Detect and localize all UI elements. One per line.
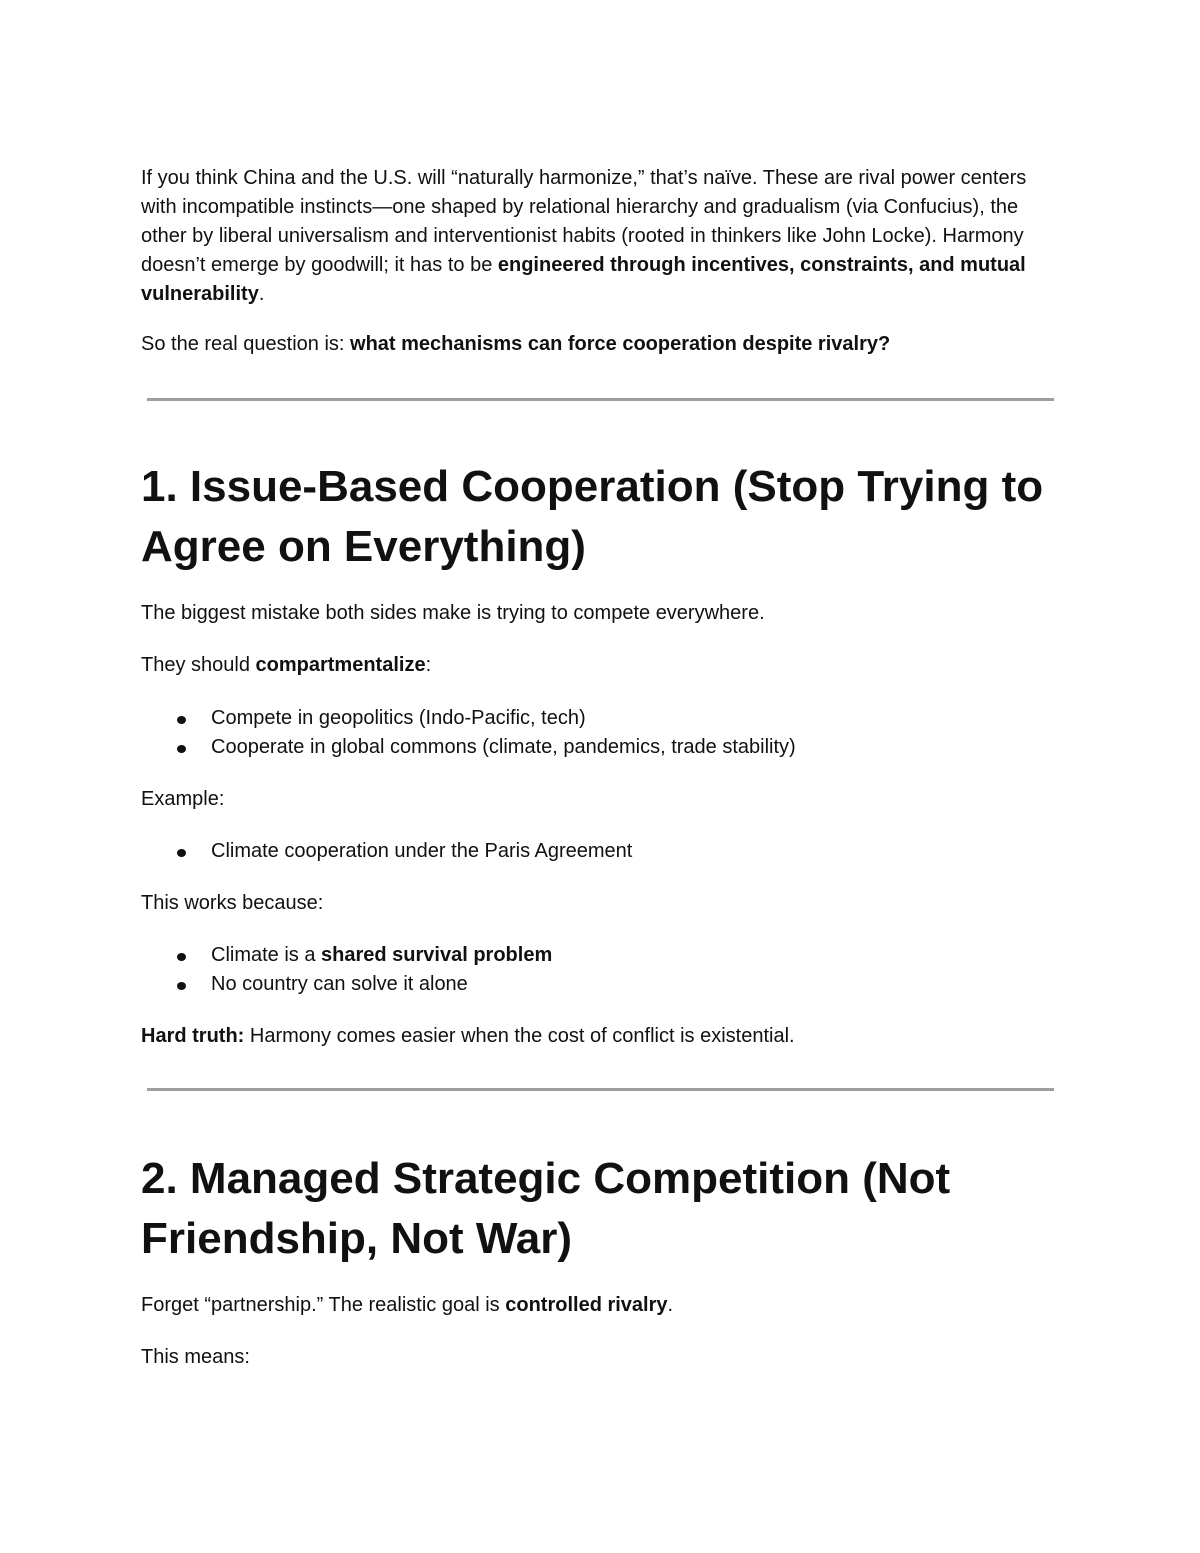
example-label: Example:: [141, 788, 225, 810]
section2-intro-bold: controlled rivalry: [505, 1294, 668, 1316]
list-item: [141, 970, 552, 999]
intro-text: If you think China and the U.S. will “naturally harmonize,” that’s naïve. These are rival power centers with incompatible instincts—one shaped by relational hierarchy and gradualism (via Confucius), the other by liberal universalism and interventionist habits (rooted in thinkers like John Locke). Harmony doesn’t emerge by goodwill; it has to be: [141, 167, 1027, 276]
list-item: [141, 733, 796, 762]
list-item: [141, 837, 632, 866]
intro-paragraph: [141, 164, 1041, 309]
compartmentalize-suffix: :: [425, 654, 432, 676]
this-means-label: This means:: [141, 1346, 250, 1368]
horizontal-divider: [147, 398, 1054, 401]
list-item-text: Compete in geopolitics (Indo-Pacific, tech): [211, 707, 586, 729]
compartmentalize-prefix: They should: [141, 654, 256, 676]
reasons-list: [141, 941, 552, 999]
list-item-text: No country can solve it alone: [211, 973, 468, 995]
list-item: [141, 704, 796, 733]
list-item-prefix: Climate is a: [211, 944, 322, 966]
hard-truth-text: Harmony comes easier when the cost of conflict is existential.: [244, 1025, 795, 1047]
hard-truth-paragraph: [141, 1022, 795, 1051]
question-paragraph: [141, 330, 890, 359]
list-item-text: Climate cooperation under the Paris Agreement: [211, 840, 633, 862]
bullet-icon: [177, 849, 186, 857]
compartmentalize-bold: compartmentalize: [255, 654, 426, 676]
section2-intro: [141, 1291, 673, 1320]
section2-intro-prefix: Forget “partnership.” The realistic goal is: [141, 1294, 506, 1316]
section2-intro-suffix: .: [667, 1294, 674, 1316]
example-list: [141, 837, 632, 866]
section1-heading: 1. Issue-Based Cooperation (Stop Trying to Agree on Everything): [141, 462, 1044, 571]
horizontal-divider: [147, 1088, 1054, 1091]
intro-period: .: [258, 283, 265, 305]
intro-bold: engineered through incentives, constraints, and mutual vulnerability: [141, 254, 1026, 305]
works-because-label: This works because:: [141, 892, 324, 914]
compete-cooperate-list: [141, 704, 796, 762]
question-prefix: So the real question is:: [141, 333, 351, 355]
list-item-bold: shared survival problem: [321, 944, 553, 966]
bullet-icon: [177, 745, 186, 753]
hard-truth-label: Hard truth:: [141, 1025, 245, 1047]
bullet-icon: [177, 982, 186, 990]
section1-compartmentalize: [141, 651, 431, 680]
section2-heading: 2. Managed Strategic Competition (Not Friendship, Not War): [141, 1154, 951, 1263]
list-item-text: Cooperate in global commons (climate, pandemics, trade stability): [211, 736, 796, 758]
bullet-icon: [177, 716, 186, 724]
section1-intro: The biggest mistake both sides make is trying to compete everywhere.: [141, 602, 765, 624]
question-bold: what mechanisms can force cooperation despite rivalry?: [350, 333, 891, 355]
bullet-icon: [177, 953, 186, 961]
list-item: [141, 941, 552, 970]
